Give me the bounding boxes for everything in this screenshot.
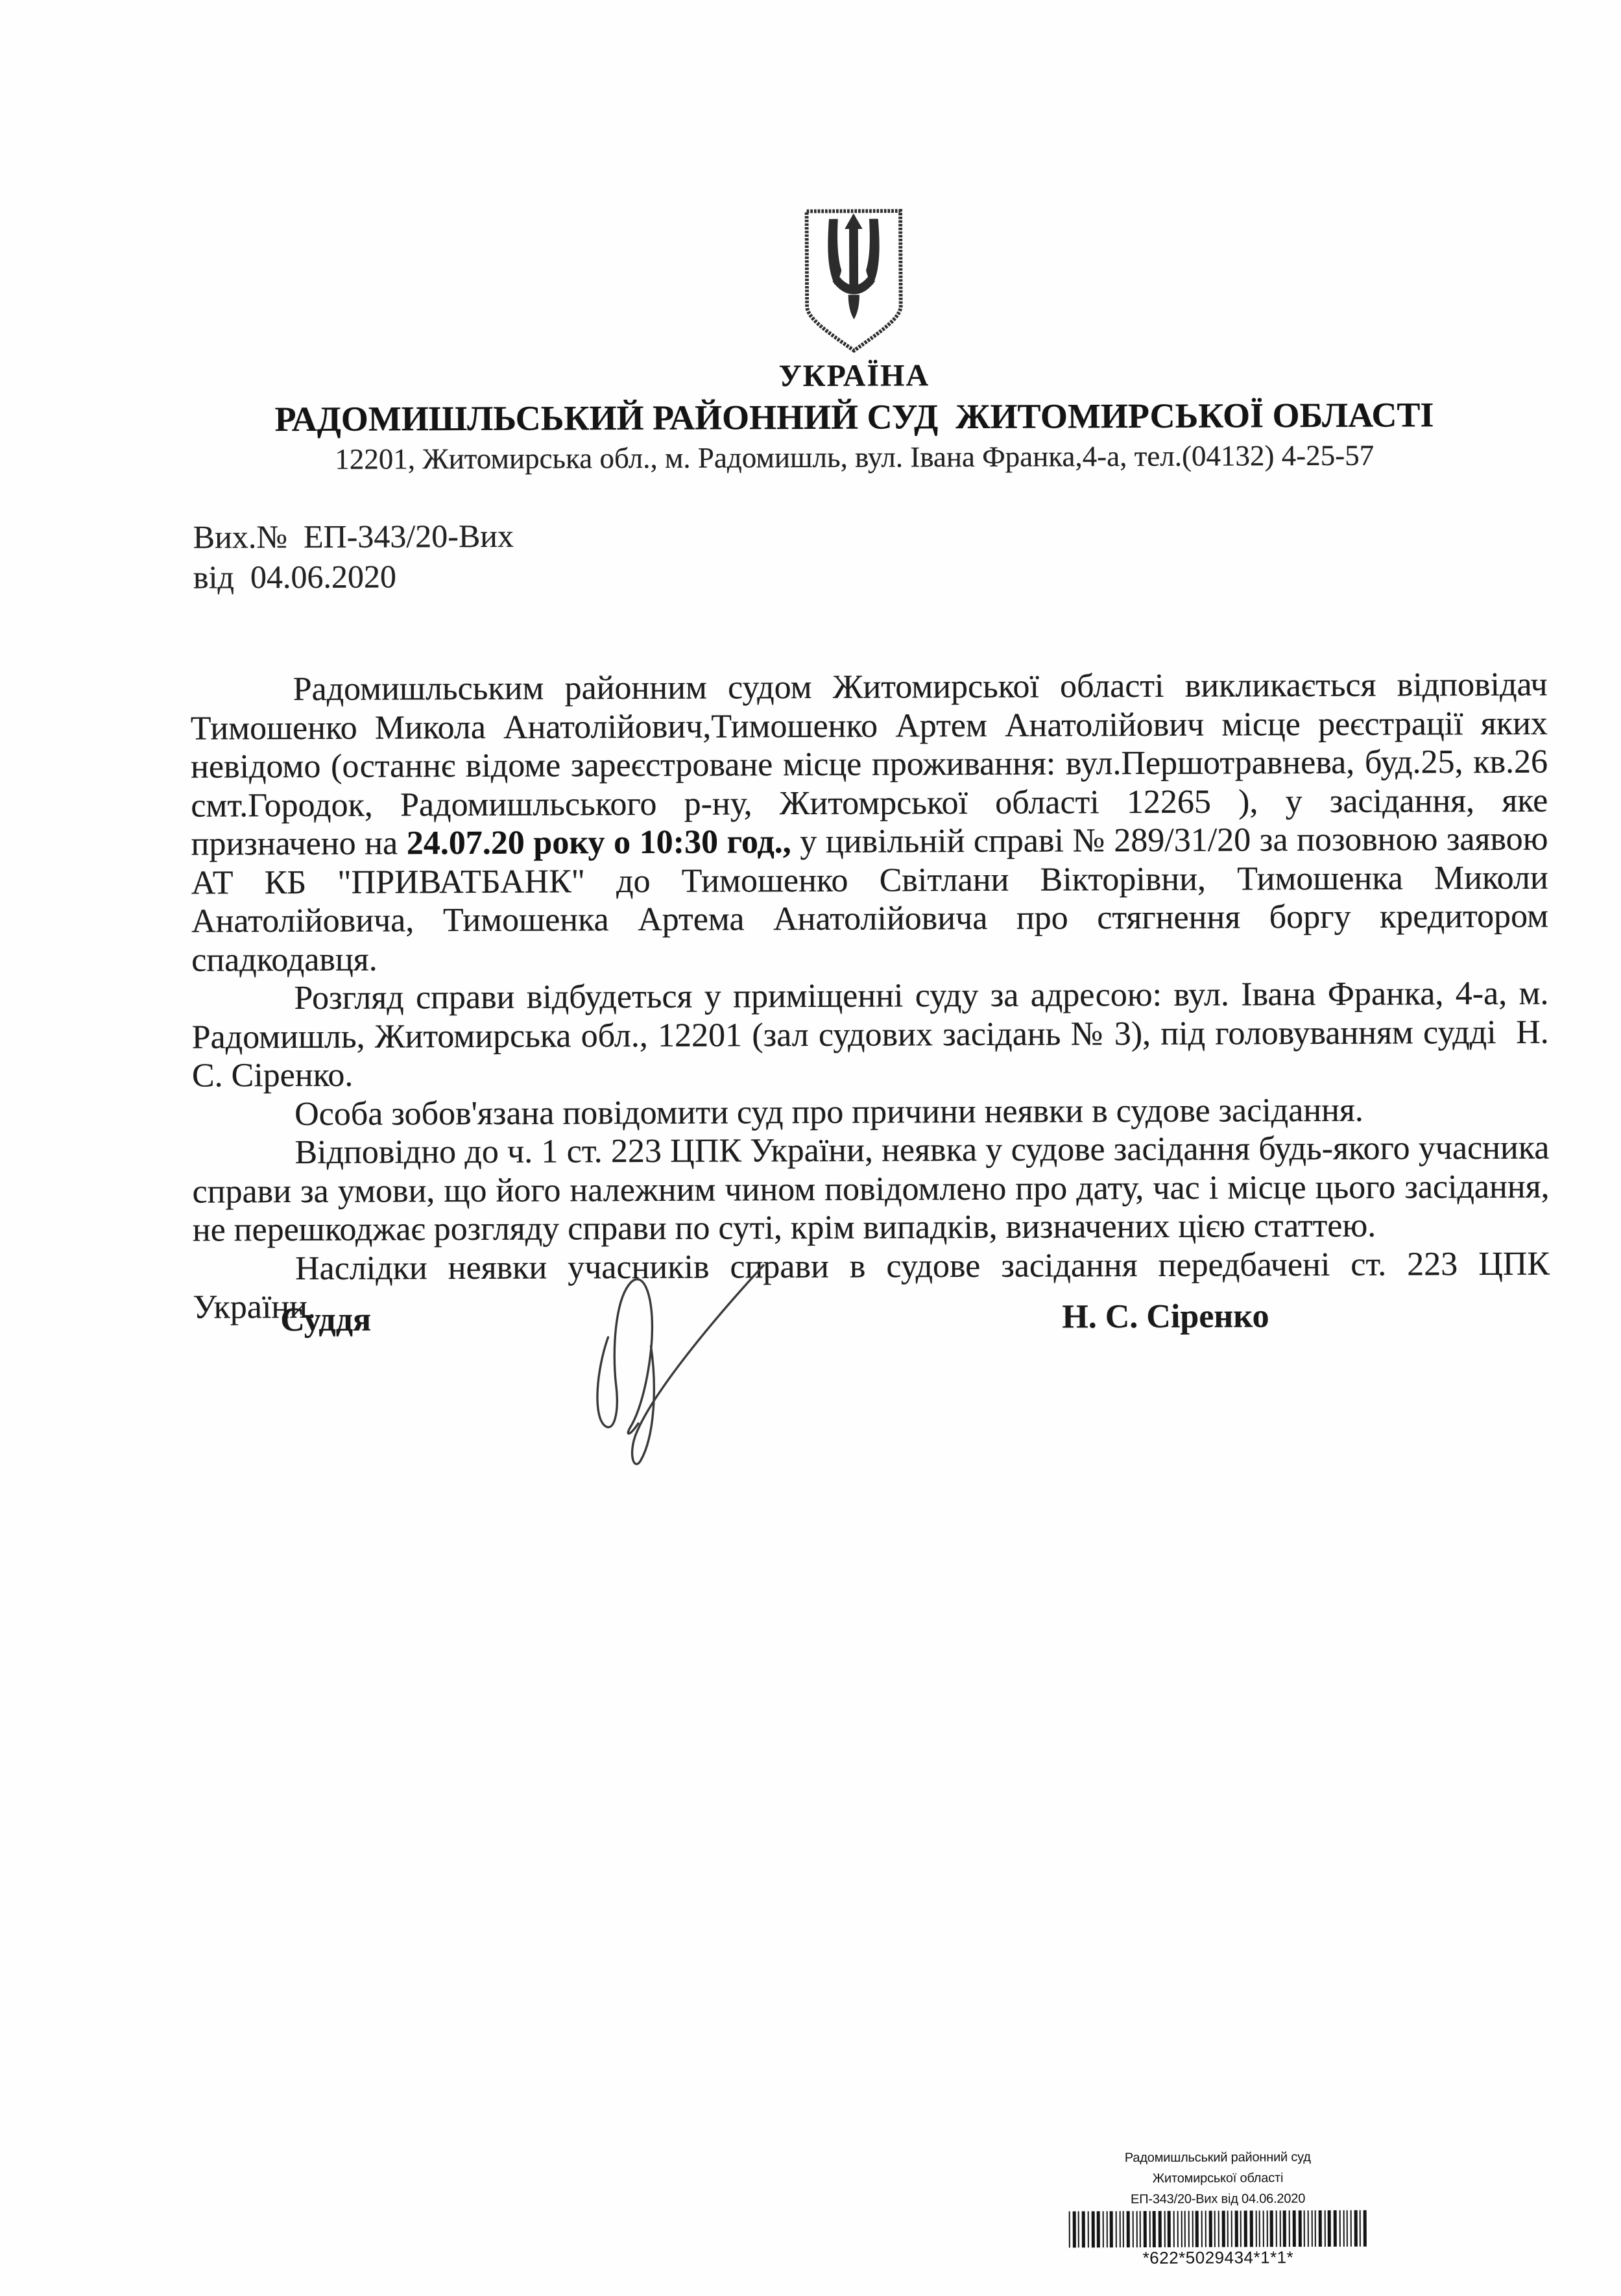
signature-name: Н. С. Сіренко	[1062, 1298, 1269, 1336]
paragraph: Радомишльським районним судом Житомирської області викликається відповідач Тимошенко Микола Анатолійович,Тимошенко Артем Анатолійович місце реєстрації яких невідомо (останнє відоме зареєстроване місце проживання: вул.Першотравнева, буд.25, кв.26 смт.Городок, Радомишльського р-ну, Житомрської області 12265 ), у засідання, яке призначено на 24.07.20 року о 10:30 год., у цивільній справі № 289/31/20 за позовною заявою АТ КБ "ПРИВАТБАНК" до Тимошенко Світлани Вікторівни, Тимошенка Миколи Анатолійовича, Тимошенка Артема Анатолійовича про стягнення боргу кредитором спадкодавця.	[190, 666, 1549, 979]
barcode-number: *622*5029434*1*1*	[1142, 2247, 1294, 2268]
court-name: РАДОМИШЛЬСЬКИЙ РАЙОННИЙ СУД ЖИТОМИРСЬКОЇ ОБЛАСТІ	[274, 395, 1434, 439]
handwritten-signature	[569, 1260, 777, 1475]
stamp-court-line2: Житомирської області	[1152, 2171, 1284, 2186]
outgoing-reference	[193, 516, 514, 598]
paragraph: Наслідки неявки учасників справи в судове засідання передбачені ст. 223 ЦПК України.	[193, 1245, 1550, 1326]
paragraph: Особа зобов'язана повідомити суд про причини неявки в судове засідання.	[294, 1091, 1363, 1133]
barcode	[1069, 2210, 1367, 2248]
paragraph: Розгляд справи відбудеться у приміщенні суду за адресою: вул. Івана Франка, 4-а, м. Радомишль, Житомирська обл., 12201 (зал судових засідань № 3), під головуванням судді Н. С. Сіренко.	[191, 974, 1549, 1094]
ukraine-trident-emblem-icon	[798, 206, 910, 357]
reference-date: від 04.06.2020	[193, 558, 397, 596]
registration-stamp-block	[1023, 2146, 1413, 2267]
court-address: 12201, Житомирська обл., м. Радомишль, вул. Івана Франка,4-а, тел.(04132) 4-25-57	[335, 439, 1375, 476]
paragraph: Відповідно до ч. 1 ст. 223 ЦПК України, неявка у судове засідання будь-якого учасника справи за умови, що його належним чином повідомлено про дату, час і місце цього засідання, не перешкоджає розгляду справи по суті, крім випадків, визначених цією статтею.	[192, 1129, 1550, 1249]
stamp-reference-line: ЕП-343/20-Вих від 04.06.2020	[1130, 2192, 1306, 2207]
country-title: УКРАЇНА	[778, 358, 930, 394]
reference-number: Вих.№ ЕП-343/20-Вих	[193, 517, 514, 555]
letterhead	[162, 0, 1546, 477]
signature-role: Суддя	[280, 1301, 372, 1339]
body-text	[191, 666, 1550, 1327]
stamp-court-line1: Радомишльський районний суд	[1124, 2150, 1311, 2166]
